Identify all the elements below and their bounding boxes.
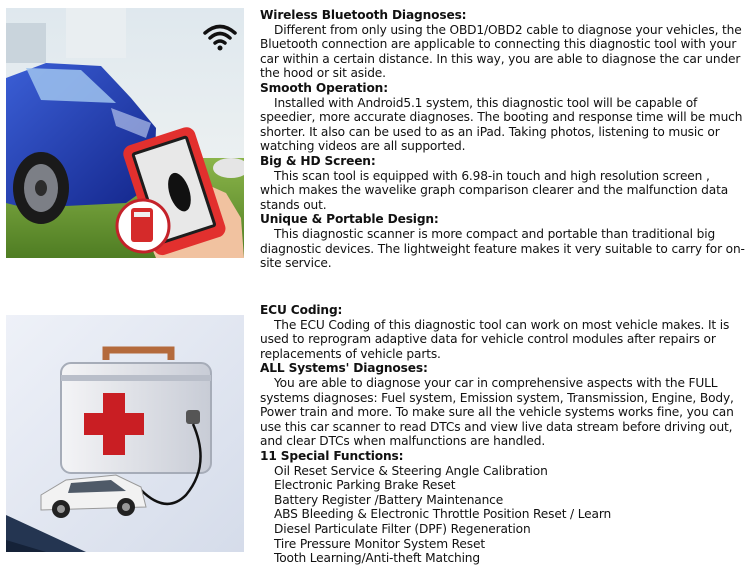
list-item: Diesel Particulate Filter (DPF) Regeneration [274, 521, 531, 536]
features-section-1 [260, 8, 745, 271]
car-tablet-photo [6, 8, 244, 258]
feature-title: ECU Coding: [260, 303, 343, 317]
list-item: Battery Register /Battery Maintenance [274, 492, 504, 507]
list-item: Tooth Learning/Anti-theft Matching [274, 551, 480, 566]
feature-text: The ECU Coding of this diagnostic tool can work on most vehicle makes. It is used to reprogram adaptive data for vehicle control modules after repairs or replacements of vehicle parts. [260, 317, 730, 361]
list-item: ABS Bleeding & Electronic Throttle Position Reset / Learn [274, 507, 612, 522]
feature-title: Smooth Operation: [260, 80, 388, 95]
special-functions-title: 11 Special Functions: [260, 448, 404, 463]
feature-title: Wireless Bluetooth Diagnoses: [260, 8, 467, 22]
feature-title: ALL Systems' Diagnoses: [260, 361, 428, 376]
feature-text: This scan tool is equipped with 6.98-in touch and high resolution screen , which makes the wavelike graph comparison clearer and the malfunction data stands out. [260, 168, 729, 212]
feature-title: Big & HD Screen: [260, 153, 376, 168]
list-item: Tire Pressure Monitor System Reset [274, 536, 485, 551]
list-item: Oil Reset Service & Steering Angle Calibration [274, 463, 548, 478]
first-aid-kit-illustration [6, 315, 244, 552]
feature-title: Unique & Portable Design: [260, 212, 439, 227]
list-item: Electronic Parking Brake Reset [274, 478, 456, 493]
feature-text: This diagnostic scanner is more compact and portable than traditional big diagnostic devices. The lightweight feature makes it very suitable to carry for on-site service. [260, 226, 745, 271]
special-functions-list [260, 464, 745, 566]
first-aid-car-photo [6, 315, 244, 552]
feature-text: You are able to diagnose your car in comprehensive aspects with the FULL systems diagnoses: Fuel system, Emission system, Transmission, Engine, Body, Power train and more. To make sure all the vehicle systems works fine, you can use this car scanner to read DTCs and view live data stream before driving out, and clear DTCs when malfunctions are handled. [260, 375, 734, 449]
wifi-icon [202, 22, 238, 52]
feature-text: Different from only using the OBD1/OBD2 cable to diagnose your vehicles, the Bluetooth connection are applicable to connecting this diagnostic tool with your car within a certain distance. In this way, you are able to diagnose the car under the hood or sit aside. [260, 22, 742, 81]
features-section-2 [260, 303, 745, 566]
feature-text: Installed with Android5.1 system, this diagnostic tool will be capable of speedier, more accurate diagnoses. The booting and response time will be much shorter. It also can be used to as an iPad. Taking photos, listening to music or watching videos are all supported. [260, 95, 743, 154]
